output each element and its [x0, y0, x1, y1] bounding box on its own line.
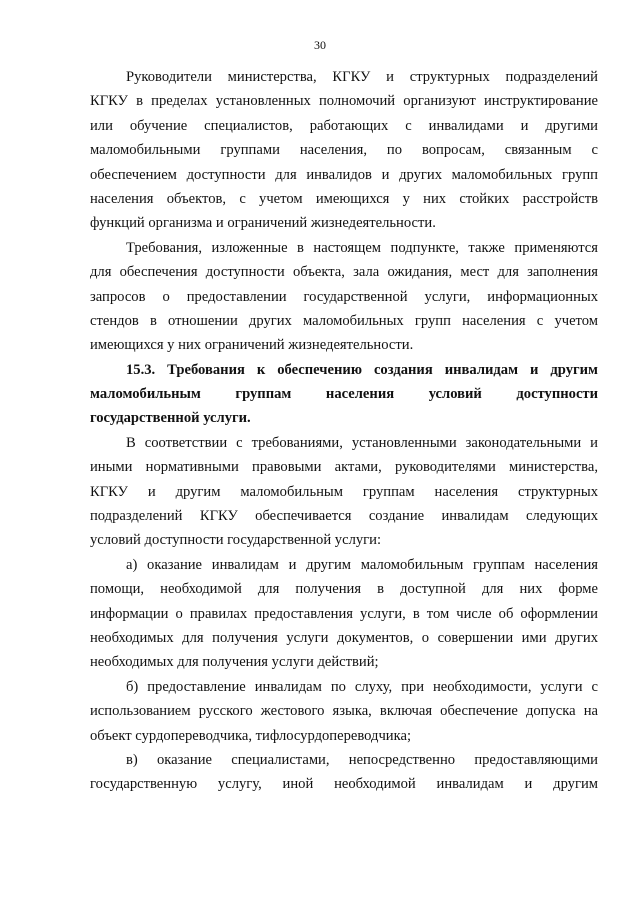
paragraph-line: для обеспечения доступности объекта, зала ожидания, мест для заполнения: [90, 264, 598, 281]
paragraph-line: условий доступности государственной услуги:: [90, 532, 382, 549]
list-item-v: [90, 748, 598, 797]
paragraph-line: подразделений КГКУ обеспечивается создание инвалидам следующих: [90, 508, 598, 525]
paragraph-line: объект сурдопереводчика, тифлосурдопереводчика;: [90, 727, 411, 744]
paragraph-line: или обучение специалистов, работающих с инвалидами и другими: [90, 117, 598, 134]
page-number: 30: [314, 38, 326, 52]
list-item-a: [90, 553, 598, 675]
paragraph-line: использованием русского жестового языка, включая обеспечение допуска на: [90, 703, 598, 720]
paragraph-line: функций организма и ограничений жизнедеятельности.: [90, 215, 436, 232]
paragraph-line: Руководители министерства, КГКУ и структурных подразделений: [126, 69, 598, 85]
paragraph-line: запросов о предоставлении государственной услуги, информационных: [90, 288, 598, 305]
paragraph-line: информации о правилах предоставления услуги, в том числе об оформлении: [90, 605, 598, 622]
section-heading-15-3: [90, 358, 598, 431]
paragraph-line: а) оказание инвалидам и другим маломобильным группам населения: [126, 556, 598, 573]
heading-line: государственной услуги.: [90, 410, 251, 427]
list-item-b: [90, 675, 598, 748]
paragraph-line: КГКУ в пределах установленных полномочий организуют инструктирование: [90, 93, 598, 110]
paragraph-line: государственную услугу, иной необходимой инвалидам и другим: [90, 776, 598, 793]
paragraph-accessibility-conditions: [90, 431, 598, 553]
paragraph-requirements-applied: [90, 236, 598, 358]
paragraph-line: имеющихся у них ограничений жизнедеятельности.: [90, 337, 414, 354]
paragraph-line: помощи, необходимой для получения в доступной для них форме: [90, 581, 598, 598]
paragraph-line: в) оказание специалистами, непосредственно предоставляющими: [126, 751, 598, 768]
paragraph-line: В соответствии с требованиями, установленными законодательными и: [126, 434, 598, 451]
document-body: [90, 65, 598, 797]
paragraph-line: б) предоставление инвалидам по слуху, при необходимости, услуги с: [126, 678, 598, 695]
heading-line: маломобильным группам населения условий доступности: [90, 386, 598, 403]
paragraph-line: иными нормативными правовыми актами, руководителями министерства,: [90, 459, 598, 476]
paragraph-line: маломобильными группами населения, по вопросам, связанным с: [90, 142, 598, 159]
paragraph-line: необходимых для получения услуги документов, о совершении ими других: [90, 629, 598, 646]
paragraph-line: КГКУ и другим маломобильным группам населения структурных: [90, 483, 598, 500]
paragraph-line: Требования, изложенные в настоящем подпункте, также применяются: [126, 239, 598, 256]
paragraph-staff-training: [90, 65, 598, 236]
heading-line: 15.3. Требования к обеспечению создания инвалидам и другим: [126, 361, 598, 378]
paragraph-line: населения объектов, с учетом имеющихся у них стойких расстройств: [90, 190, 598, 207]
paragraph-line: обеспечением доступности для инвалидов и других маломобильных групп: [90, 166, 598, 183]
paragraph-line: необходимых для получения услуги действий;: [90, 654, 379, 671]
paragraph-line: стендов в отношении других маломобильных групп населения с учетом: [90, 312, 598, 329]
